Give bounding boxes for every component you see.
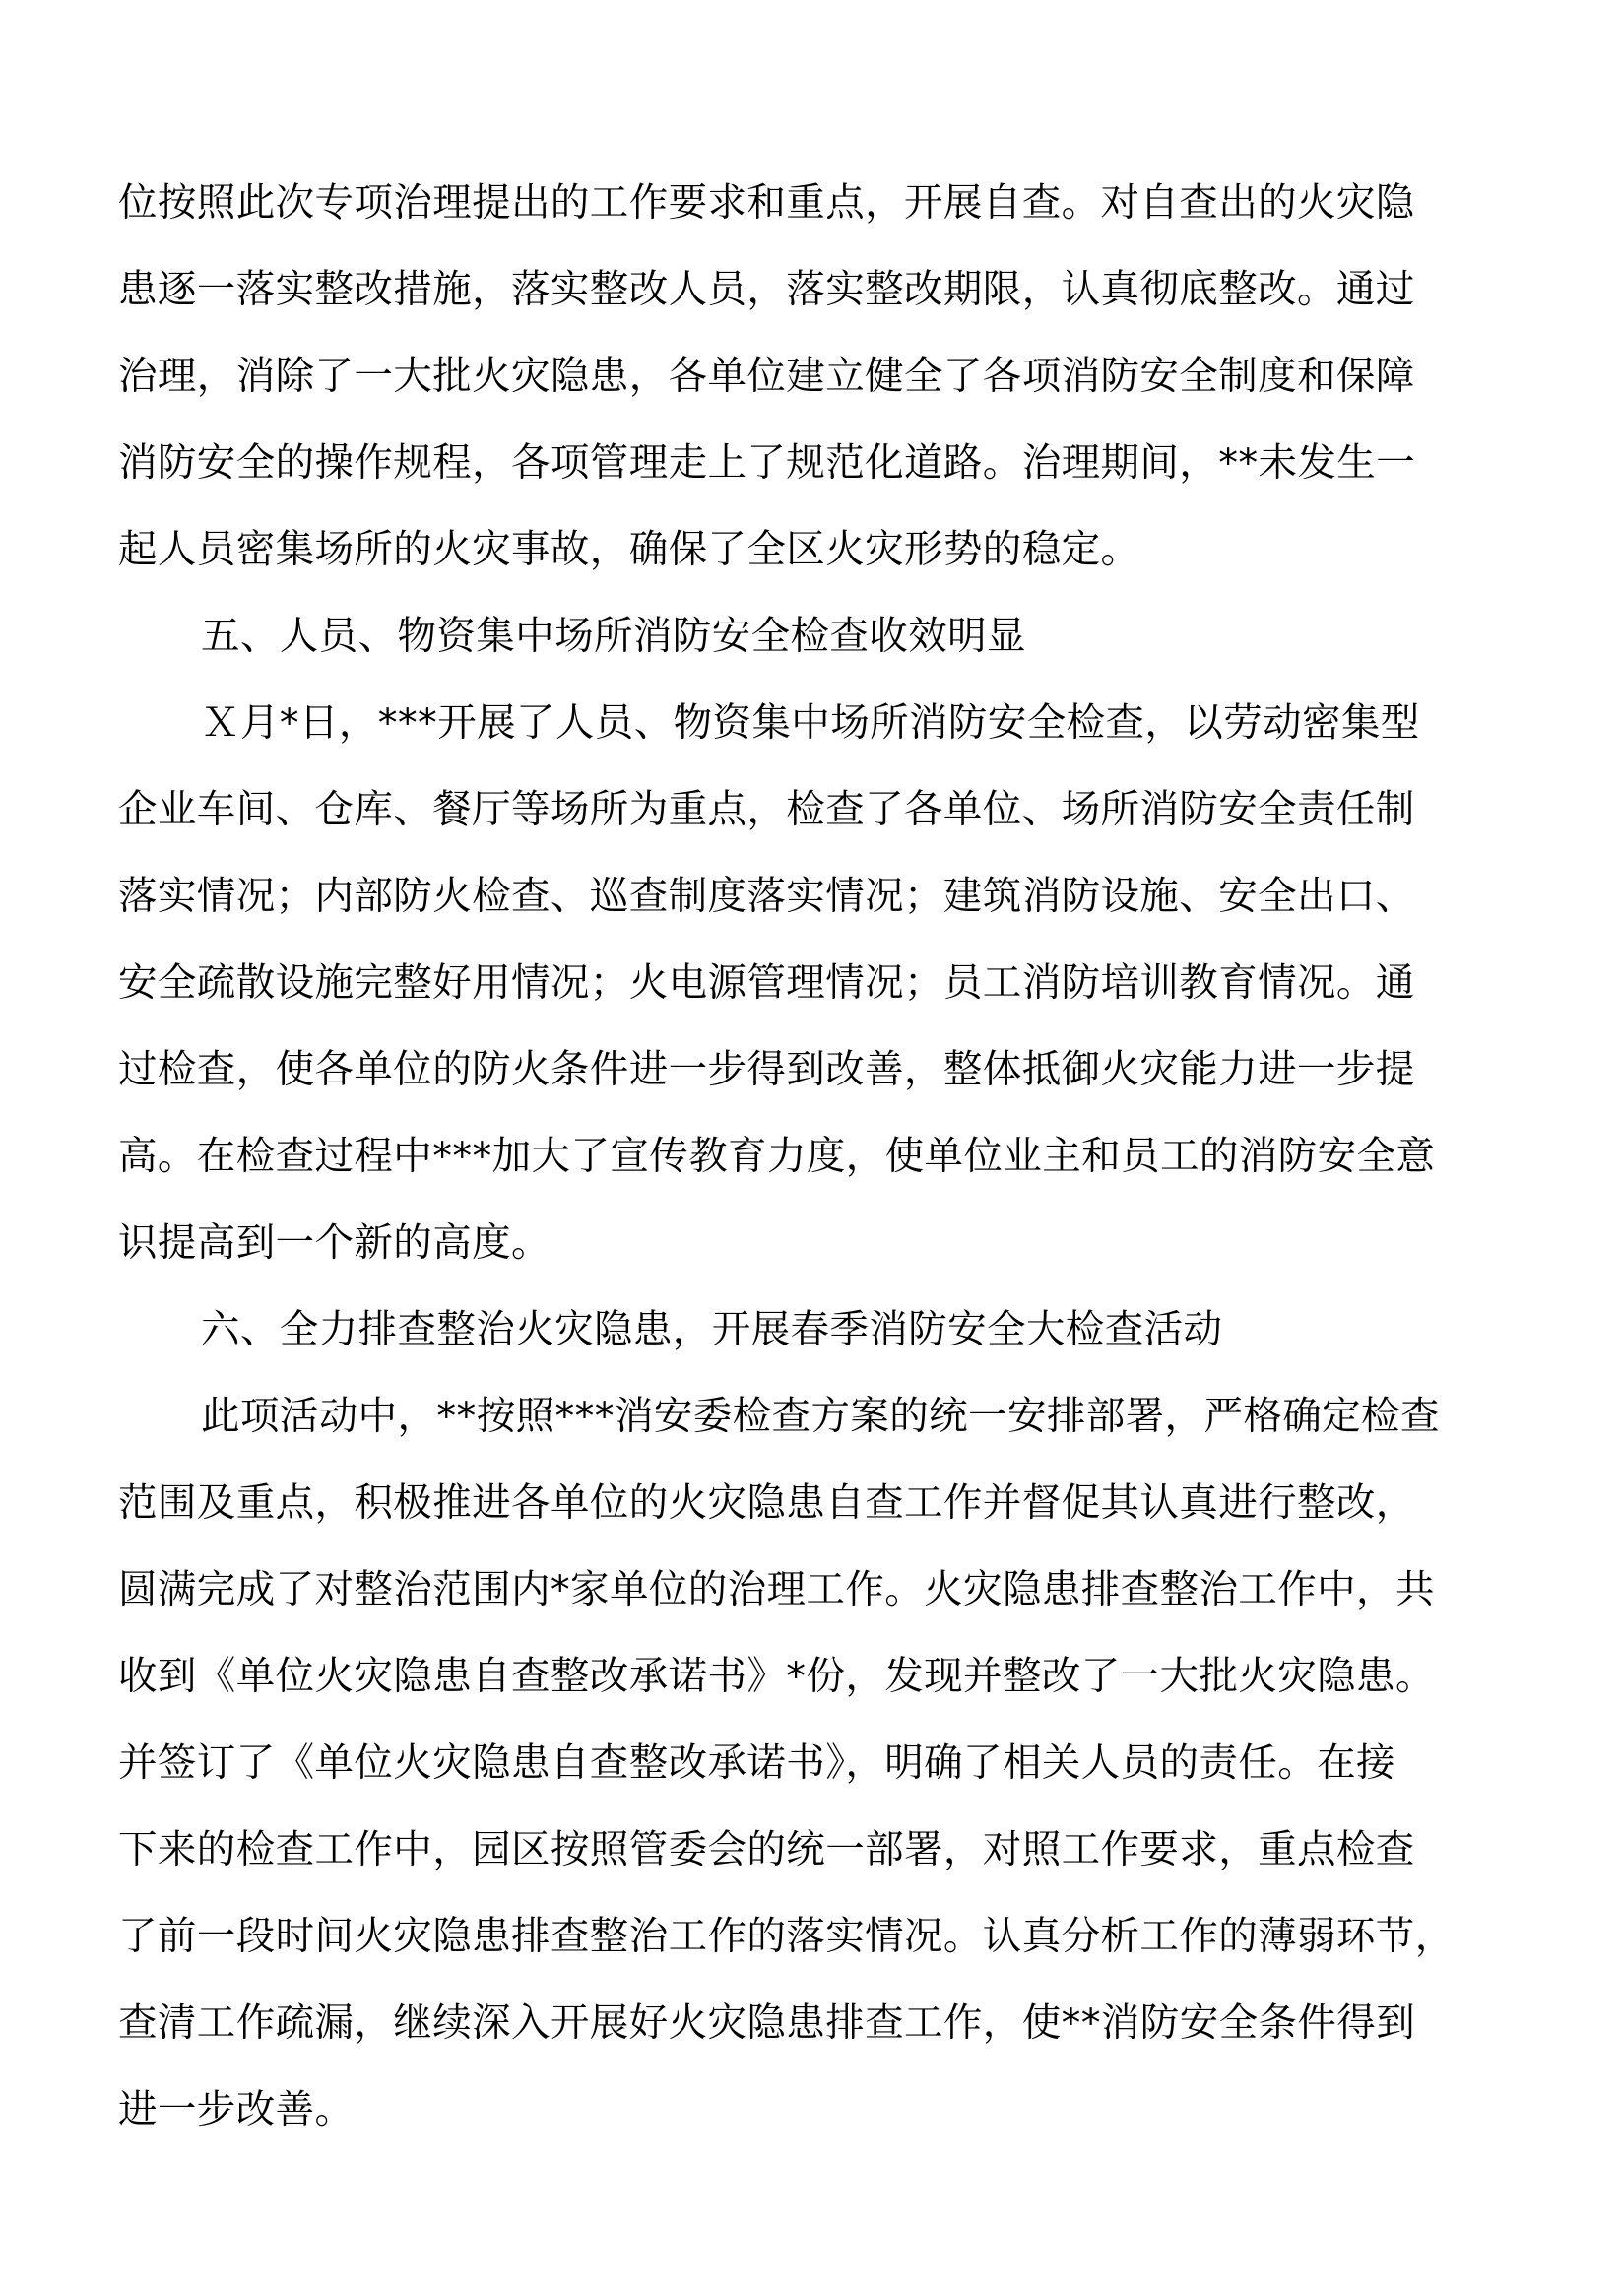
text-line: 位按照此次专项治理提出的工作要求和重点，开展自查。对自查出的火灾隐 xyxy=(118,180,1415,226)
text-line: 收到《单位火灾隐患自查整改承诺书》*份，发现并整改了一大批火灾隐患。 xyxy=(118,1654,1435,1699)
text-line: 圆满完成了对整治范围内*家单位的治理工作。火灾隐患排查整治工作中，共 xyxy=(118,1567,1435,1612)
text-line: 范围及重点，积极推进各单位的火灾隐患自查工作并督促其认真进行整改， xyxy=(118,1480,1415,1526)
text-line: 高。在检查过程中***加大了宣传教育力度，使单位业主和员工的消防安全意 xyxy=(118,1134,1436,1179)
text-line: 识提高到一个新的高度。 xyxy=(118,1220,551,1266)
paragraph-section-4-tail xyxy=(118,173,1517,607)
text-line: 起人员密集场所的火灾事故，确保了全区火灾形势的稳定。 xyxy=(118,527,1140,572)
section-heading-6: 六、全力排查整治火灾隐患，开展春季消防安全大检查活动 xyxy=(201,1307,1223,1352)
paragraph-section-5 xyxy=(118,693,1517,1300)
text-line: 并签订了《单位火灾隐患自查整改承诺书》，明确了相关人员的责任。在接 xyxy=(118,1740,1395,1786)
text-line: 查清工作疏漏，继续深入开展好火灾隐患排查工作，使**消防安全条件得到 xyxy=(118,2001,1416,2046)
text-line: 安全疏散设施完整好用情况；火电源管理情况；员工消防培训教育情况。通 xyxy=(118,960,1415,1006)
text-line: Ｘ月*日，***开展了人员、物资集中场所消防安全检查，以劳动密集型 xyxy=(201,700,1420,746)
text-line: 了前一段时间火灾隐患排查整治工作的落实情况。认真分析工作的薄弱环节， xyxy=(118,1914,1455,1959)
paragraph-section-6 xyxy=(118,1387,1517,2167)
text-line: 患逐一落实整改措施，落实整改人员，落实整改期限，认真彻底整改。通过 xyxy=(118,267,1415,312)
text-line: 消防安全的操作规程，各项管理走上了规范化道路。治理期间，**未发生一 xyxy=(118,440,1416,486)
text-line: 落实情况；内部防火检查、巡查制度落实情况；建筑消防设施、安全出口、 xyxy=(118,874,1415,919)
section-heading-5: 五、人员、物资集中场所消防安全检查收效明显 xyxy=(201,614,1026,659)
text-line: 过检查，使各单位的防火条件进一步得到改善，整体抵御火灾能力进一步提 xyxy=(118,1047,1415,1092)
text-line: 下来的检查工作中，园区按照管委会的统一部署，对照工作要求，重点检查 xyxy=(118,1827,1415,1872)
text-line: 企业车间、仓库、餐厅等场所为重点，检查了各单位、场所消防安全责任制 xyxy=(118,787,1415,832)
text-line: 治理，消除了一大批火灾隐患，各单位建立健全了各项消防安全制度和保障 xyxy=(118,354,1415,399)
text-line: 此项活动中，**按照***消安委检查方案的统一安排部署，严格确定检查 xyxy=(201,1394,1440,1439)
text-line: 进一步改善。 xyxy=(118,2087,355,2132)
document-page xyxy=(118,173,1517,2167)
